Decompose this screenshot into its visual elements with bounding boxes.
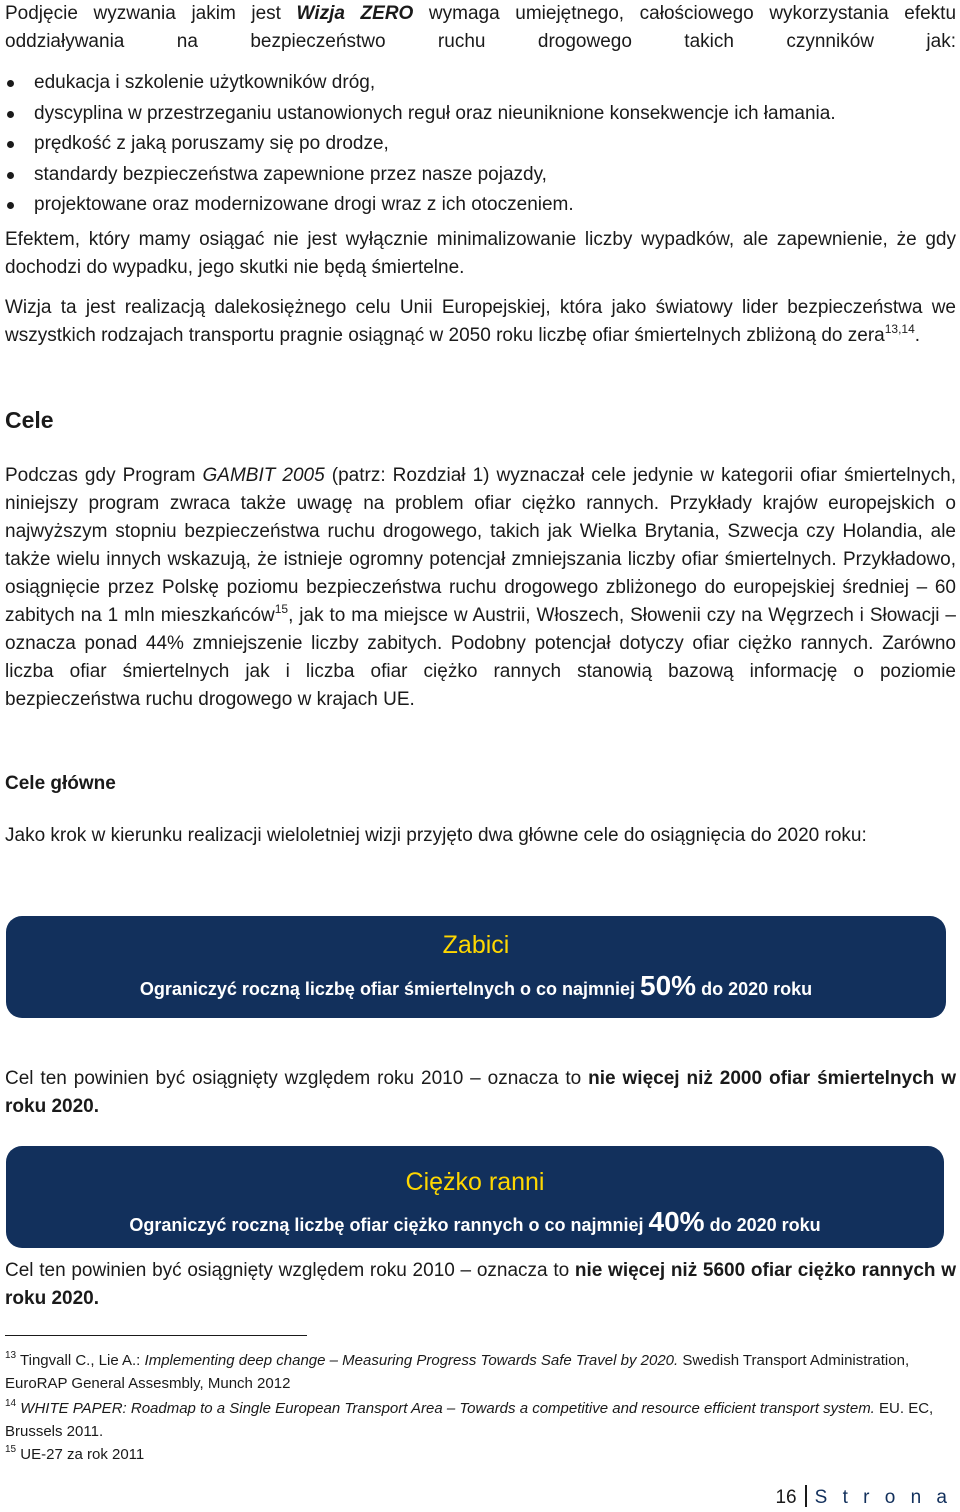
- footnote-number: 14: [5, 1398, 17, 1409]
- program-name: GAMBIT 2005: [202, 465, 325, 486]
- footnote-separator: [5, 1335, 307, 1336]
- list-item: standardy bezpieczeństwa zapewnione przez nasze pojazdy,: [0, 160, 956, 191]
- effect-paragraph: Efektem, który mamy osiągać nie jest wyłącznie minimalizowanie liczby wypadków, ale zapewnienie, że gdy dochodzi do wypadku, jego skutki nie będą śmiertelne.: [5, 229, 956, 278]
- bullet-icon: [7, 202, 14, 209]
- footnote-number: 13: [5, 1350, 17, 1361]
- intro-text-end: wymaga umiejętnego, całościowego wykorzystania efektu oddziaływania na bezpieczeństwo ruchu drogowego takich czynników jak:: [5, 3, 957, 52]
- page-footer: [775, 1484, 952, 1512]
- factor-list: [0, 68, 956, 221]
- goal-box-killed: [6, 916, 946, 1018]
- footnote-13: $^{13}$ Tingvall C., Lie A.: Implementing deep change – Measuring Progress Towards Safe Travel by 2020. Swedish Transport Administration, EuroRAP General Assesmbly, Munch 2012: [5, 1350, 910, 1392]
- page-number: 16: [775, 1487, 797, 1508]
- list-item: projektowane oraz modernizowane drogi wraz z ich otoczeniem.: [0, 190, 956, 221]
- bullet-icon: [7, 172, 14, 179]
- goal-text-injured: Ograniczyć roczną liczbę ofiar ciężko rannych o co najmniej 40% do 2020 roku: [129, 1206, 821, 1237]
- list-item: dyscyplina w przestrzeganiu ustanowionych reguł oraz nieuniknione konsekwencje ich łamania.: [0, 99, 956, 130]
- goal-percent-injured: 40%: [648, 1206, 705, 1237]
- program-paragraph: Podczas gdy Program GAMBIT 2005 (patrz: Rozdział 1) wyznaczał cele jedynie w kategorii ofiar śmiertelnych, niniejszy program zwraca także uwagę na problem ofiar ciężko rannych. Przykłady krajów europejskich o najwyższym stopniu bezpieczeństwa ruchu drogowego, takich jak Wielka Brytania, Szwecja czy Holandia, ale także wielu innych wskazują, że istnieje ogromny potencjał zmniejszania liczby ofiar śmiertelnych. Przykładowo, osiągnięcie przez Polskę poziomu bezpieczeństwa ruchu drogowego zbliżonego do europejskiej średniej – 60 zabitych na 1 mln mieszkańców$^{15}$, jak to ma miejsce w Austrii, Włoszech, Słowenii czy na Węgrzech i Słowacji – oznacza ponad 44% zmniejszenie liczby zabitych. Podobny potencjał dotyczy ofiar ciężko rannych. Zarówno liczba ofiar śmiertelnych jak i liczba ofiar ciężko rannych stanowią bazową informację o poziomie bezpieczeństwa ruchu drogowego w krajach UE.: [5, 465, 957, 710]
- goal-title-killed: Zabici: [442, 931, 510, 959]
- intro-paragraph: [5, 0, 956, 56]
- krok-paragraph: Jako krok w kierunku realizacji wieloletniej wizji przyjęto dwa główne cele do osiągnięcia do 2020 roku:: [5, 825, 867, 846]
- footnote-ref[interactable]: 13,14: [884, 322, 915, 336]
- intro-text-start: Podjęcie wyzwania jakim jest: [5, 3, 297, 24]
- list-item: edukacja i szkolenie użytkowników dróg,: [0, 68, 956, 99]
- footnote-ref[interactable]: 15: [274, 602, 289, 616]
- injured-target-paragraph: Cel ten powinien być osiągnięty względem roku 2010 – oznacza to nie więcej niż 5600 ofiar ciężko rannych w roku 2020.: [5, 1260, 957, 1309]
- bullet-icon: [7, 111, 14, 118]
- goal-percent-killed: 50%: [640, 970, 697, 1001]
- goal-title-injured: Ciężko ranni: [405, 1168, 545, 1196]
- bullet-icon: [7, 80, 14, 87]
- page-label: S t r o n a: [814, 1487, 952, 1508]
- section-heading-cele-glowne: Cele główne: [5, 773, 116, 794]
- goal-box-injured: [6, 1146, 944, 1248]
- footnote-14: $^{14}$ WHITE PAPER: Roadmap to a Single European Transport Area – Towards a competitive and resource efficient transport system. EU. EC, Brussels 2011.: [5, 1398, 934, 1440]
- list-item: prędkość z jaką poruszamy się po drodze,: [0, 129, 956, 160]
- intro-emphasis: Wizja ZERO: [296, 3, 414, 24]
- vision-paragraph: Wizja ta jest realizacją dalekosiężnego celu Unii Europejskiej, która jako światowy lider bezpieczeństwa we wszystkich rodzajach transportu pragnie osiągnąć w 2050 roku liczbę ofiar śmiertelnych zbliżoną do zera$^{13,14}$.: [5, 297, 956, 346]
- section-heading-cele: Cele: [5, 407, 54, 433]
- goal-text-killed: Ograniczyć roczną liczbę ofiar śmiertelnych o co najmniej 50% do 2020 roku: [139, 970, 813, 1001]
- killed-target-paragraph: Cel ten powinien być osiągnięty względem roku 2010 – oznacza to nie więcej niż 2000 ofiar śmiertelnych w roku 2020.: [5, 1068, 956, 1117]
- injured-target-value: nie więcej niż 5600 ofiar ciężko rannych w roku 2020.: [5, 1260, 957, 1309]
- footnote-15: $^{15}$ UE-27 za rok 2011: [5, 1444, 145, 1463]
- footnote-number: 15: [5, 1444, 17, 1455]
- killed-target-value: nie więcej niż 2000 ofiar śmiertelnych w roku 2020.: [5, 1068, 956, 1117]
- bullet-icon: [7, 141, 14, 148]
- page-separator: [805, 1485, 807, 1507]
